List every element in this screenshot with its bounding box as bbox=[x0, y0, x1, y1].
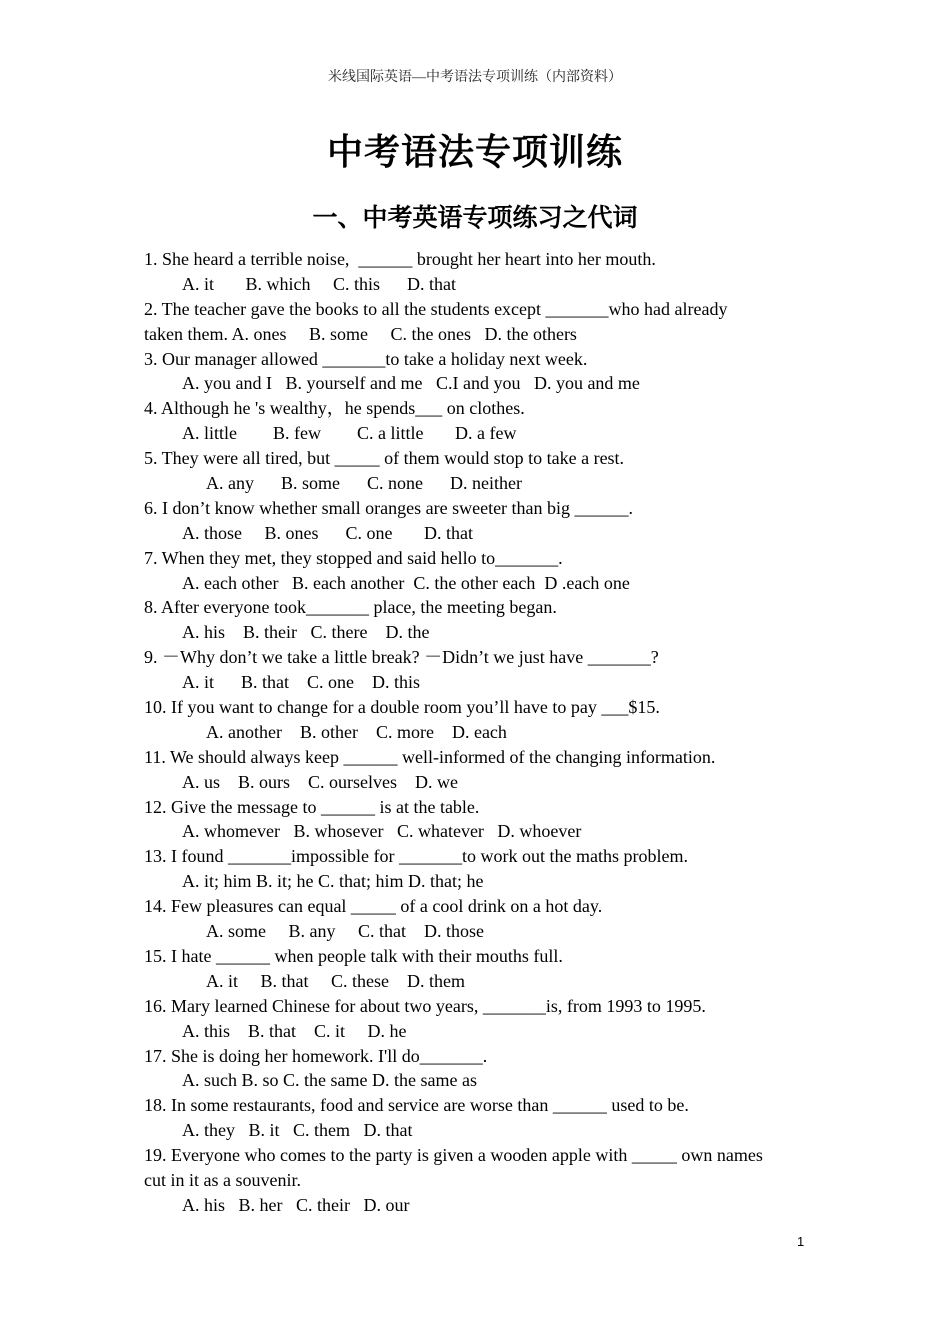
question-text: 12. Give the message to ______ is at the table. bbox=[144, 796, 480, 817]
question-text: 9. －Why don’t we take a little break? －Didn’t we just have _______? bbox=[144, 647, 659, 668]
answer-options: A. it; him B. it; he C. that; him D. that; he bbox=[182, 871, 484, 892]
question-text: 14. Few pleasures can equal _____ of a cool drink on a hot day. bbox=[144, 896, 603, 917]
question-text: taken them. A. ones B. some C. the ones D. the others bbox=[144, 323, 577, 344]
answer-options: A. his B. their C. there D. the bbox=[182, 622, 430, 643]
answer-options: A. each other B. each another C. the other each D .each one bbox=[182, 572, 630, 593]
answer-options: A. it B. that C. one D. this bbox=[182, 672, 420, 693]
answer-options: A. they B. it C. them D. that bbox=[182, 1120, 413, 1141]
page-header: 米线国际英语—中考语法专项训练（内部资料） bbox=[328, 70, 622, 85]
answer-options: A. whomever B. whosever C. whatever D. whoever bbox=[182, 821, 582, 842]
exercise-list bbox=[144, 247, 814, 1218]
section-title: 一、中考英语专项练习之代词 bbox=[312, 203, 638, 232]
question-text: 17. She is doing her homework. I'll do_______. bbox=[144, 1045, 488, 1066]
answer-options: A. any B. some C. none D. neither bbox=[206, 473, 522, 494]
question-text: 8. After everyone took_______ place, the meeting began. bbox=[144, 597, 557, 618]
question-text: 10. If you want to change for a double room you’ll have to pay ___$15. bbox=[144, 697, 660, 718]
question-text: 4. Although he 's wealthy，he spends___ on clothes. bbox=[144, 398, 525, 419]
answer-options: A. another B. other C. more D. each bbox=[206, 721, 507, 742]
question-text: 18. In some restaurants, food and service are worse than ______ used to be. bbox=[144, 1095, 689, 1116]
question-text: 3. Our manager allowed _______to take a holiday next week. bbox=[144, 348, 588, 369]
answer-options: A. his B. her C. their D. our bbox=[182, 1194, 410, 1215]
question-text: 7. When they met, they stopped and said hello to_______. bbox=[144, 547, 563, 568]
question-text: 1. She heard a terrible noise, ______ brought her heart into her mouth. bbox=[144, 249, 656, 269]
question-text: 6. I don’t know whether small oranges are sweeter than big ______. bbox=[144, 497, 634, 518]
page-number: 1 bbox=[797, 1234, 805, 1249]
question-text: 5. They were all tired, but _____ of them would stop to take a rest. bbox=[144, 448, 625, 469]
answer-options: A. this B. that C. it D. he bbox=[182, 1020, 407, 1041]
answer-options: A. little B. few C. a little D. a few bbox=[182, 423, 517, 444]
question-text: 15. I hate ______ when people talk with their mouths full. bbox=[144, 945, 563, 966]
question-text: 11. We should always keep ______ well-informed of the changing information. bbox=[144, 746, 716, 767]
question-text: 19. Everyone who comes to the party is given a wooden apple with _____ own names bbox=[144, 1145, 763, 1166]
document-title: 中考语法专项训练 bbox=[326, 132, 623, 173]
question-text: 13. I found _______impossible for _______to work out the maths problem. bbox=[144, 846, 688, 867]
question-text: 16. Mary learned Chinese for about two years, _______is, from 1993 to 1995. bbox=[144, 995, 706, 1016]
answer-options: A. us B. ours C. ourselves D. we bbox=[182, 771, 458, 792]
answer-options: A. some B. any C. that D. those bbox=[206, 921, 484, 942]
answer-options: A. it B. which C. this D. that bbox=[182, 273, 456, 294]
question-text: cut in it as a souvenir. bbox=[144, 1169, 301, 1190]
question-text: 2. The teacher gave the books to all the students except _______who had already bbox=[144, 298, 728, 319]
answer-options: A. you and I B. yourself and me C.I and you D. you and me bbox=[182, 373, 640, 394]
answer-options: A. such B. so C. the same D. the same as bbox=[182, 1070, 477, 1091]
answer-options: A. those B. ones C. one D. that bbox=[182, 522, 473, 543]
answer-options: A. it B. that C. these D. them bbox=[206, 970, 465, 991]
